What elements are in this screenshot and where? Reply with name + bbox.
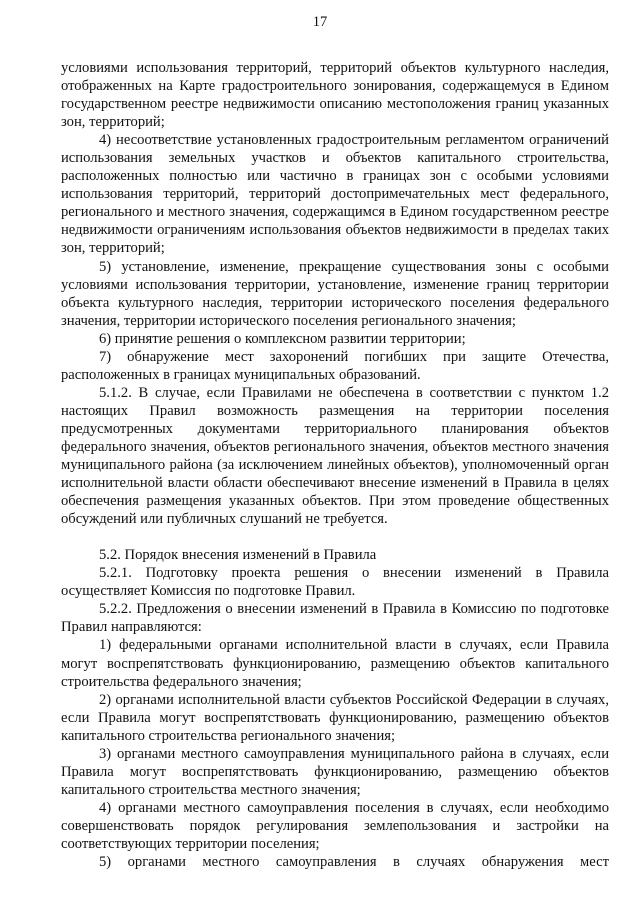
clause-5-1-2: 5.1.2. В случае, если Правилами не обеспечена в соответствии с пунктом 1.2 настоящих Правил возможность размещения на территории поселения предусмотренных документами территориального планирования объектов федерального значения, объектов регионального значения, объектов местного значения муниципального района (за исключением линейных объектов), уполномоченный орган исполнительной власти области обеспечивают внесение изменений в Правила в целях обеспечения размещения указанных объектов. При этом проведение общественных обсуждений или публичных слушаний не требуется. — [61, 384, 609, 528]
list-item-4b: 4) органами местного самоуправления поселения в случаях, если необходимо совершенствовать порядок регулирования землепользования и застройки на соответствующих территории поселения; — [61, 799, 609, 852]
list-item-1: 1) федеральными органами исполнительной власти в случаях, если Правила могут воспрепятствовать функционированию, размещению объектов капитального строительства федерального значения; — [61, 637, 609, 690]
paragraph-continuation: условиями использования территорий, территорий объектов культурного наследия, отображенных на Карте градостроительного зонирования, содержащемуся в Едином государственном реестре недвижимости описанию местоположения границ указанных зон, территорий; — [61, 60, 609, 131]
list-item-6: 6) принятие решения о комплексном развитии территории; — [99, 330, 466, 347]
page-number: 17 — [312, 14, 328, 30]
clause-5-2-2: 5.2.2. Предложения о внесении изменений в Правила в Комиссию по подготовке Правил направляются: — [61, 601, 609, 636]
list-item-3: 3) органами местного самоуправления муниципального района в случаях, если Правила могут воспрепятствовать функционированию, размещению объектов капитального строительства местного значения; — [61, 745, 609, 798]
list-item-7: 7) обнаружение мест захоронений погибших при защите Отечества, расположенных в границах муниципальных образований. — [61, 348, 609, 383]
list-item-5b: 5) органами местного самоуправления в случаях обнаружения мест — [99, 854, 609, 871]
clause-5-2-1: 5.2.1. Подготовку проекта решения о внесении изменений в Правила осуществляет Комиссия по подготовке Правил. — [61, 565, 609, 600]
list-item-4: 4) несоответствие установленных градостроительным регламентом ограничений использования земельных участков и объектов капитального строительства, расположенных полностью или частично в границах зон с особыми условиями использования территорий, территорий достопримечательных мест федерального, регионального и местного значения, содержащимся в Едином государственном реестре недвижимости ограничениям использования объектов недвижимости в пределах таких зон, территорий; — [61, 132, 609, 257]
list-item-5: 5) установление, изменение, прекращение существования зоны с особыми условиями использования территории, установление, изменение границ территории объекта культурного наследия, территории исторического поселения федерального значения, территории исторического поселения регионального значения; — [61, 258, 609, 329]
section-heading-5-2: 5.2. Порядок внесения изменений в Правила — [99, 547, 377, 564]
document-body — [61, 59, 609, 871]
list-item-2: 2) органами исполнительной власти субъектов Российской Федерации в случаях, если Правила могут воспрепятствовать функционированию, размещению объектов капитального строительства регионального значения; — [61, 691, 609, 744]
